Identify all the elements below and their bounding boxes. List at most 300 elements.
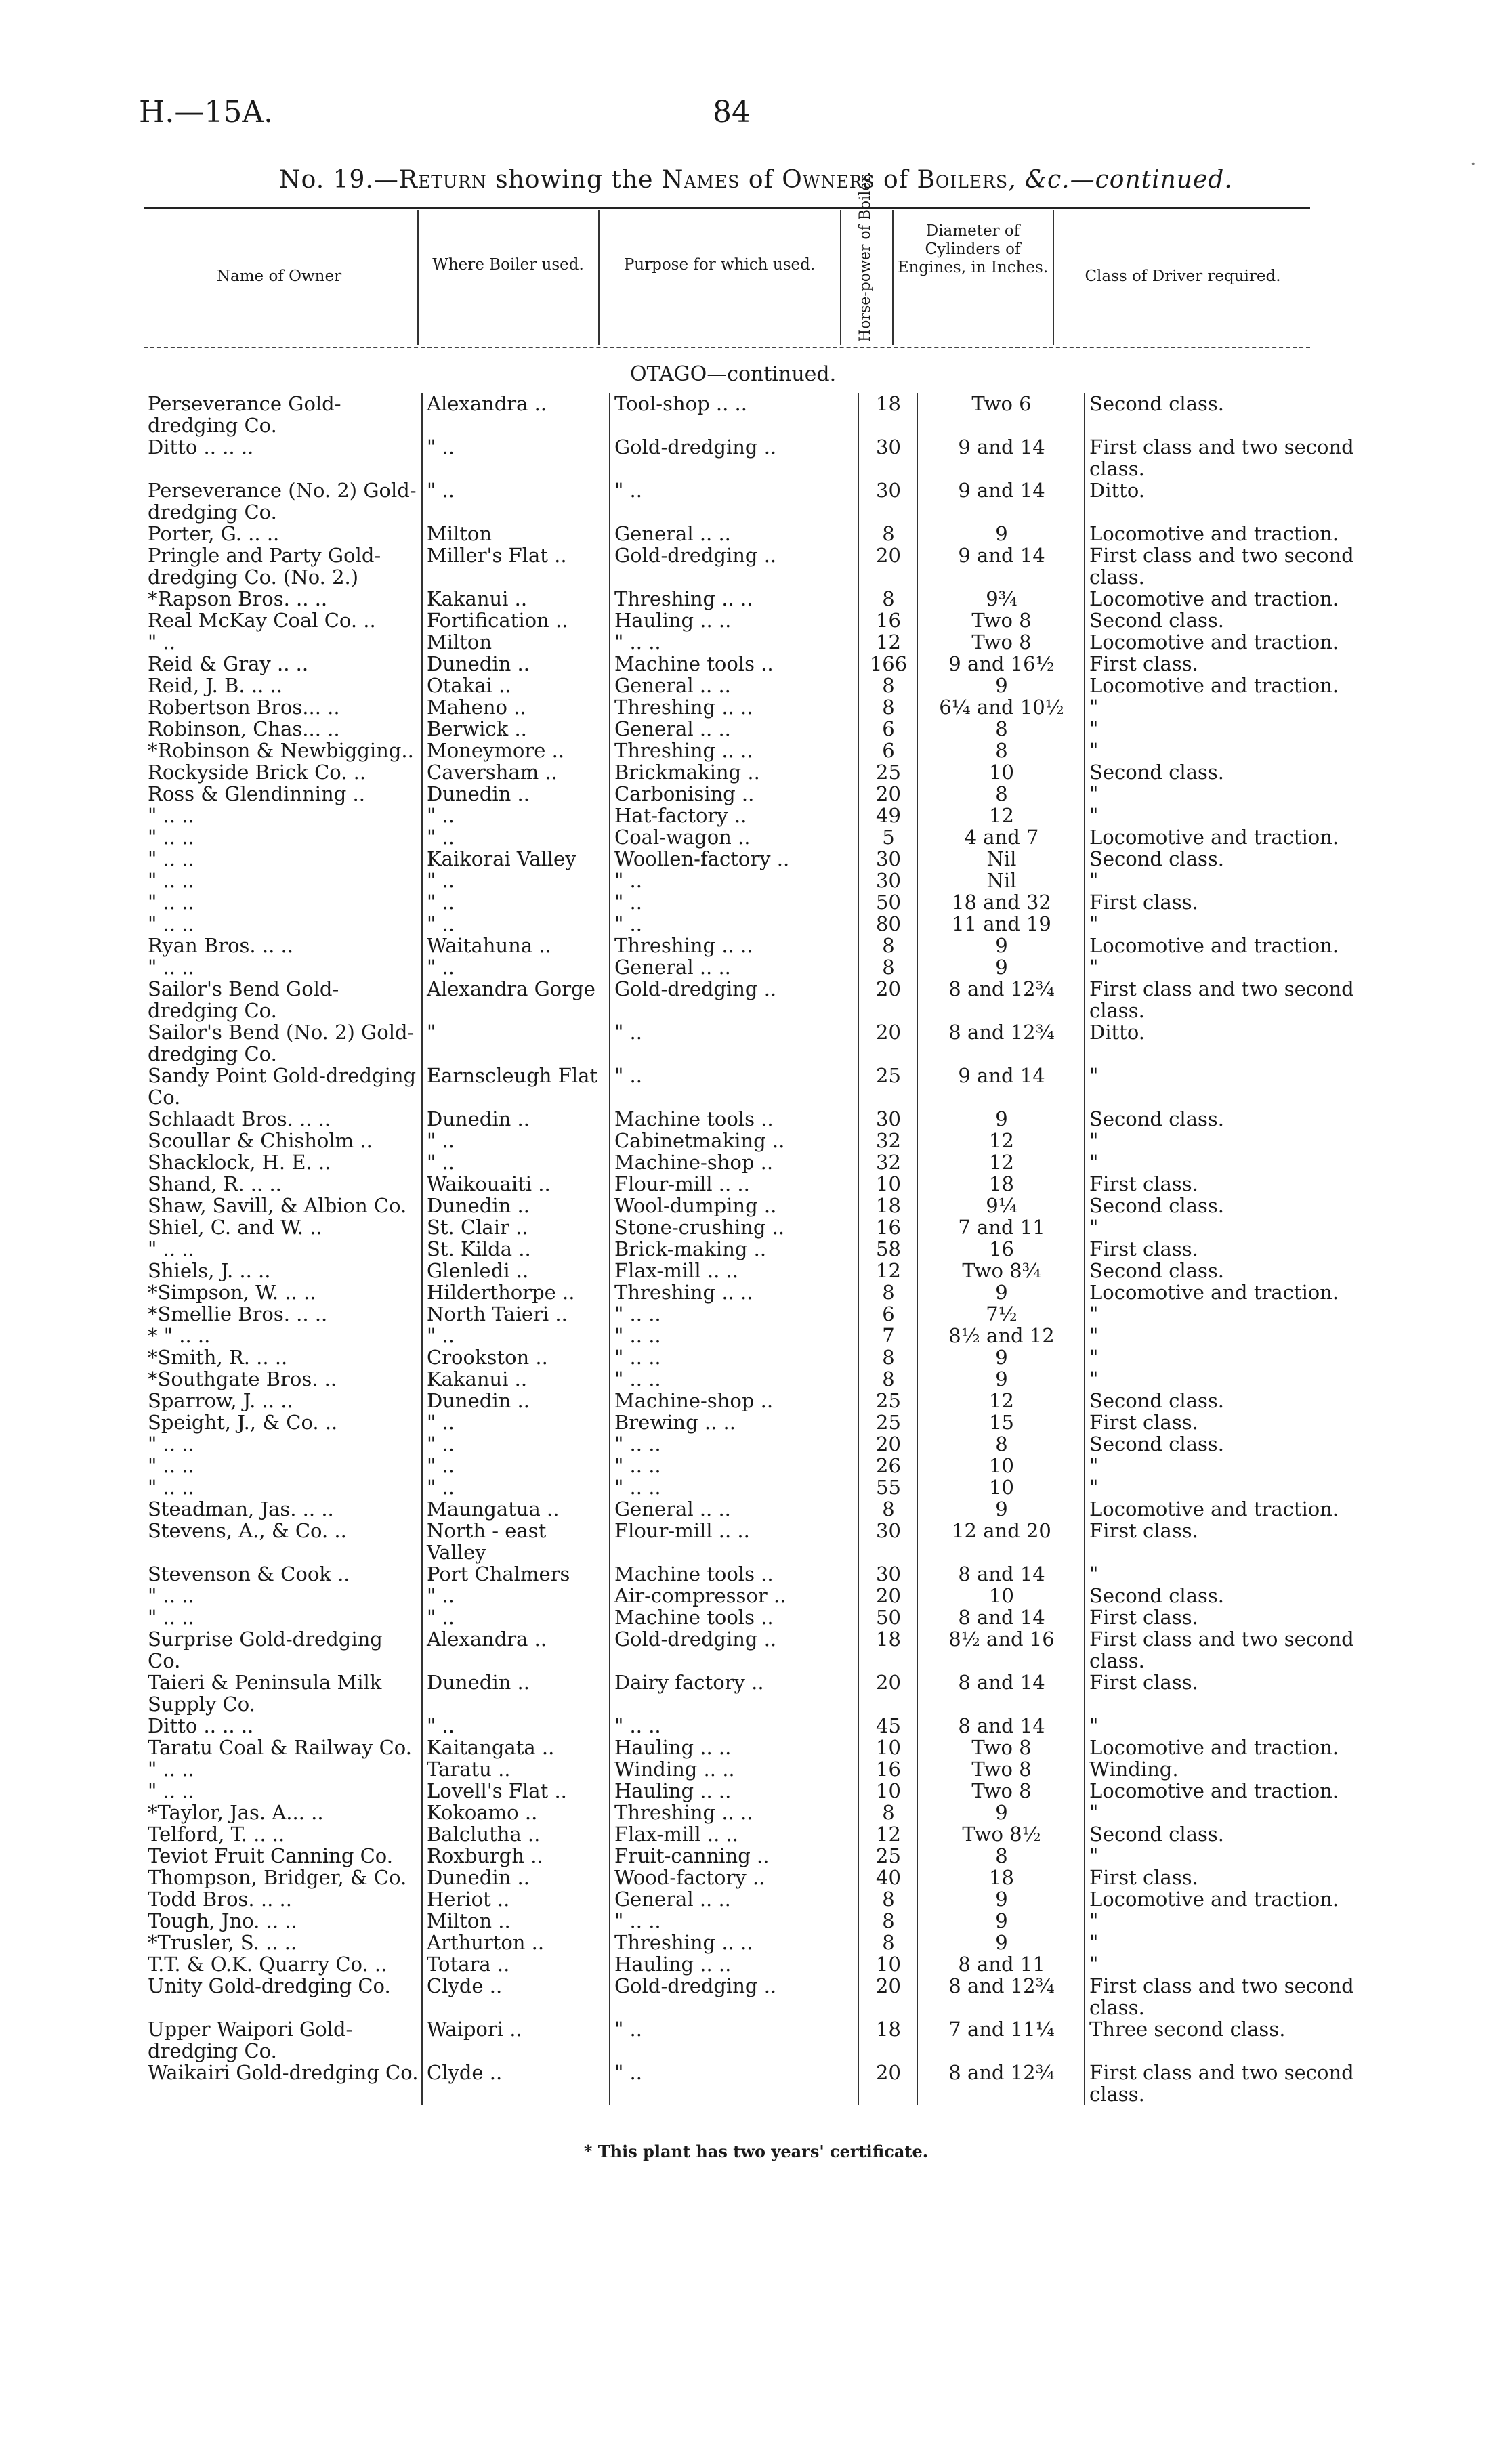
where-used-cell: " ..	[422, 1607, 610, 1628]
where-used-cell: Kaitangata ..	[422, 1737, 610, 1758]
horse-power-cell: 50	[858, 1607, 917, 1628]
purpose-cell: Flax-mill .. ..	[610, 1260, 858, 1281]
where-used-cell: " ..	[422, 1433, 610, 1455]
horse-power-cell: 16	[858, 1758, 917, 1780]
purpose-cell: " ..	[610, 913, 858, 935]
document-reference: H.—15A.	[139, 95, 274, 129]
where-used-cell: Earnscleugh Flat	[422, 1065, 610, 1108]
horse-power-cell: 10	[858, 1953, 917, 1975]
driver-class-cell: First class and two second class.	[1085, 2062, 1358, 2105]
cylinder-diameter-cell: 8	[917, 1433, 1085, 1455]
purpose-cell: " ..	[610, 2062, 858, 2105]
owner-name-cell: Shiels, J. .. ..	[148, 1259, 271, 1282]
purpose-cell: Brick-making ..	[610, 1238, 858, 1260]
horse-power-cell: 30	[858, 1520, 917, 1563]
where-used-cell: Milton	[422, 523, 610, 545]
driver-class-cell: First class and two second class.	[1085, 545, 1358, 588]
where-used-cell: Dunedin ..	[422, 1108, 610, 1130]
purpose-cell: General .. ..	[610, 718, 858, 740]
where-used-cell: Balclutha ..	[422, 1823, 610, 1845]
purpose-cell: " ..	[610, 891, 858, 913]
cylinder-diameter-cell: 9	[917, 675, 1085, 696]
driver-class-cell: "	[1085, 1065, 1358, 1108]
owner-name-cell: Stevens, A., & Co. ..	[148, 1519, 347, 1542]
purpose-cell: " .. ..	[610, 631, 858, 653]
cylinder-diameter-cell: Two 8	[917, 610, 1085, 631]
owner-name-cell: Schlaadt Bros. .. ..	[148, 1107, 331, 1130]
where-used-cell: North Taieri ..	[422, 1303, 610, 1325]
driver-class-cell: First class.	[1085, 653, 1358, 675]
owner-name-cell: Taieri & Peninsula Milk Supply Co.	[148, 1671, 382, 1716]
owner-name-cell: *Taylor, Jas. A... ..	[148, 1801, 324, 1824]
table-row	[144, 1823, 1358, 1845]
cylinder-diameter-cell: 7½	[917, 1303, 1085, 1325]
horse-power-cell: 32	[858, 1151, 917, 1173]
driver-class-cell: First class.	[1085, 1867, 1358, 1888]
owner-name-cell: Reid & Gray .. ..	[148, 652, 309, 675]
owner-name-cell: " .. ..	[148, 1779, 194, 1802]
purpose-cell: Hauling .. ..	[610, 610, 858, 631]
table-row	[144, 1151, 1358, 1173]
driver-class-cell: "	[1085, 1563, 1358, 1585]
section-heading: OTAGO—continued.	[630, 362, 837, 386]
table-row	[144, 1585, 1358, 1607]
table-row	[144, 1932, 1358, 1953]
owner-name-cell: *Smellie Bros. .. ..	[148, 1302, 328, 1325]
driver-class-cell: Locomotive and traction.	[1085, 588, 1358, 610]
column-divider	[840, 210, 841, 345]
cylinder-diameter-cell: 8	[917, 718, 1085, 740]
driver-class-cell: "	[1085, 783, 1358, 805]
table-row	[144, 805, 1358, 826]
owner-name-cell: " .. ..	[148, 826, 194, 849]
purpose-cell: Machine-shop ..	[610, 1390, 858, 1411]
table-row	[144, 1346, 1358, 1368]
owner-name-cell: Tough, Jno. .. ..	[148, 1909, 297, 1932]
where-used-cell: St. Clair ..	[422, 1216, 610, 1238]
where-used-cell: Waitahuna ..	[422, 935, 610, 956]
horse-power-cell: 18	[858, 393, 917, 436]
header-rule-top	[144, 207, 1310, 209]
owner-name-cell: Waikairi Gold-dredging Co.	[148, 2061, 419, 2084]
purpose-cell: Threshing .. ..	[610, 935, 858, 956]
owner-name-cell: Perseverance (No. 2) Gold-dredging Co.	[148, 479, 417, 524]
table-row	[144, 631, 1358, 653]
cylinder-diameter-cell: 10	[917, 1585, 1085, 1607]
driver-class-cell: "	[1085, 1845, 1358, 1867]
purpose-cell: Coal-wagon ..	[610, 826, 858, 848]
owner-name-cell: " .. ..	[148, 956, 194, 979]
where-used-cell: " ..	[422, 913, 610, 935]
driver-class-cell: Second class.	[1085, 1260, 1358, 1281]
table-row	[144, 1390, 1358, 1411]
horse-power-cell: 25	[858, 1065, 917, 1108]
driver-class-cell: Second class.	[1085, 1433, 1358, 1455]
purpose-cell: Tool-shop .. ..	[610, 393, 858, 436]
where-used-cell: Otakai ..	[422, 675, 610, 696]
table-row	[144, 1715, 1358, 1737]
owner-name-cell: Porter, G. .. ..	[148, 522, 280, 545]
table-row	[144, 1238, 1358, 1260]
owner-name-cell: Perseverance Gold-dredging Co.	[148, 392, 341, 437]
purpose-cell: Machine-shop ..	[610, 1151, 858, 1173]
purpose-cell: Brickmaking ..	[610, 761, 858, 783]
horse-power-cell: 20	[858, 545, 917, 588]
horse-power-cell: 50	[858, 891, 917, 913]
where-used-cell: St. Kilda ..	[422, 1238, 610, 1260]
where-used-cell: Dunedin ..	[422, 783, 610, 805]
owner-name-cell: Shand, R. .. ..	[148, 1172, 282, 1195]
driver-class-cell: "	[1085, 1130, 1358, 1151]
purpose-cell: " ..	[610, 1021, 858, 1065]
where-used-cell: Moneymore ..	[422, 740, 610, 761]
owner-name-cell: Ditto .. .. ..	[148, 436, 254, 459]
table-row	[144, 2018, 1358, 2062]
driver-class-cell: Locomotive and traction.	[1085, 826, 1358, 848]
cylinder-diameter-cell: Two 8	[917, 631, 1085, 653]
horse-power-cell: 5	[858, 826, 917, 848]
where-used-cell: " ..	[422, 956, 610, 978]
table-row	[144, 1108, 1358, 1130]
where-used-cell: Dunedin ..	[422, 1195, 610, 1216]
owner-name-cell: *Smith, R. .. ..	[148, 1346, 288, 1369]
horse-power-cell: 10	[858, 1173, 917, 1195]
where-used-cell: Totara ..	[422, 1953, 610, 1975]
owner-name-cell: *Robinson & Newbigging..	[148, 739, 414, 762]
where-used-cell: Hilderthorpe ..	[422, 1281, 610, 1303]
owner-name-cell: " .. ..	[148, 1432, 194, 1456]
horse-power-cell: 7	[858, 1325, 917, 1346]
cylinder-diameter-cell: 9 and 14	[917, 1065, 1085, 1108]
where-used-cell: Dunedin ..	[422, 1390, 610, 1411]
purpose-cell: Threshing .. ..	[610, 740, 858, 761]
where-used-cell: North - east Valley	[422, 1520, 610, 1563]
table-row	[144, 1867, 1358, 1888]
table-row	[144, 718, 1358, 740]
owner-name-cell: *Trusler, S. .. ..	[148, 1931, 297, 1954]
owner-name-cell: Shiel, C. and W. ..	[148, 1216, 322, 1239]
cylinder-diameter-cell: 8½ and 12	[917, 1325, 1085, 1346]
purpose-cell: Gold-dredging ..	[610, 978, 858, 1021]
table-row	[144, 480, 1358, 523]
purpose-cell: Flour-mill .. ..	[610, 1173, 858, 1195]
horse-power-cell: 8	[858, 1346, 917, 1368]
horse-power-cell: 20	[858, 1433, 917, 1455]
owner-name-cell: * " .. ..	[148, 1324, 211, 1347]
horse-power-cell: 8	[858, 1888, 917, 1910]
column-header-diameter: Diameter of Cylinders of Engines, in Inches.	[897, 222, 1049, 276]
horse-power-cell: 18	[858, 1628, 917, 1672]
cylinder-diameter-cell: 18	[917, 1867, 1085, 1888]
driver-class-cell: "	[1085, 870, 1358, 891]
driver-class-cell: Locomotive and traction.	[1085, 1888, 1358, 1910]
owner-name-cell: *Rapson Bros. .. ..	[148, 587, 328, 610]
driver-class-cell: First class.	[1085, 1411, 1358, 1433]
driver-class-cell: "	[1085, 1346, 1358, 1368]
return-table-body	[144, 393, 1358, 2105]
table-row	[144, 1910, 1358, 1932]
purpose-cell: " .. ..	[610, 1325, 858, 1346]
table-row	[144, 956, 1358, 978]
cylinder-diameter-cell: 12 and 20	[917, 1520, 1085, 1563]
driver-class-cell: Locomotive and traction.	[1085, 631, 1358, 653]
driver-class-cell: First class and two second class.	[1085, 1628, 1358, 1672]
purpose-cell: Carbonising ..	[610, 783, 858, 805]
purpose-cell: Hat-factory ..	[610, 805, 858, 826]
table-row	[144, 935, 1358, 956]
where-used-cell: " ..	[422, 1130, 610, 1151]
driver-class-cell: First class.	[1085, 1672, 1358, 1715]
owner-name-cell: Rockyside Brick Co. ..	[148, 761, 366, 784]
table-row	[144, 1411, 1358, 1433]
driver-class-cell: First class and two second class.	[1085, 436, 1358, 480]
cylinder-diameter-cell: 15	[917, 1411, 1085, 1433]
table-row	[144, 1563, 1358, 1585]
purpose-cell: Gold-dredging ..	[610, 1628, 858, 1672]
purpose-cell: Gold-dredging ..	[610, 545, 858, 588]
owner-name-cell: " .. ..	[148, 1237, 194, 1260]
purpose-cell: Hauling .. ..	[610, 1737, 858, 1758]
driver-class-cell: "	[1085, 1953, 1358, 1975]
purpose-cell: Threshing .. ..	[610, 696, 858, 718]
table-row	[144, 545, 1358, 588]
column-header-where: Where Boiler used.	[432, 256, 584, 274]
horse-power-cell: 12	[858, 1823, 917, 1845]
owner-name-cell: *Southgate Bros. ..	[148, 1367, 337, 1390]
cylinder-diameter-cell: Nil	[917, 870, 1085, 891]
cylinder-diameter-cell: 12	[917, 1151, 1085, 1173]
table-row	[144, 978, 1358, 1021]
purpose-cell: " ..	[610, 2018, 858, 2062]
horse-power-cell: 18	[858, 2018, 917, 2062]
column-divider	[892, 210, 894, 345]
cylinder-diameter-cell: 9	[917, 1910, 1085, 1932]
horse-power-cell: 25	[858, 1411, 917, 1433]
cylinder-diameter-cell: Two 8	[917, 1780, 1085, 1802]
driver-class-cell: "	[1085, 740, 1358, 761]
owner-name-cell: Shaw, Savill, & Albion Co.	[148, 1194, 407, 1217]
where-used-cell: " ..	[422, 1325, 610, 1346]
cylinder-diameter-cell: 18	[917, 1173, 1085, 1195]
horse-power-cell: 8	[858, 956, 917, 978]
cylinder-diameter-cell: Nil	[917, 848, 1085, 870]
driver-class-cell: First class.	[1085, 891, 1358, 913]
table-row	[144, 2062, 1358, 2105]
horse-power-cell: 8	[858, 1368, 917, 1390]
cylinder-diameter-cell: 9 and 14	[917, 436, 1085, 480]
horse-power-cell: 20	[858, 978, 917, 1021]
horse-power-cell: 20	[858, 1585, 917, 1607]
purpose-cell: " .. ..	[610, 1715, 858, 1737]
table-row	[144, 1455, 1358, 1477]
purpose-cell: " .. ..	[610, 1433, 858, 1455]
column-header-horsepower: Horse-power of Boiler.	[857, 171, 874, 342]
table-row	[144, 1888, 1358, 1910]
table-row	[144, 588, 1358, 610]
table-row	[144, 1607, 1358, 1628]
driver-class-cell: Locomotive and traction.	[1085, 1780, 1358, 1802]
table-row	[144, 393, 1358, 436]
where-used-cell: " ..	[422, 870, 610, 891]
driver-class-cell: "	[1085, 1216, 1358, 1238]
owner-name-cell: Scoullar & Chisholm ..	[148, 1129, 373, 1152]
horse-power-cell: 80	[858, 913, 917, 935]
table-row	[144, 675, 1358, 696]
table-row	[144, 891, 1358, 913]
purpose-cell: Cabinetmaking ..	[610, 1130, 858, 1151]
purpose-cell: Flax-mill .. ..	[610, 1823, 858, 1845]
return-table	[144, 392, 1354, 2106]
owner-name-cell: Steadman, Jas. .. ..	[148, 1497, 334, 1521]
purpose-cell: Threshing .. ..	[610, 1281, 858, 1303]
purpose-cell: " ..	[610, 480, 858, 523]
table-row	[144, 653, 1358, 675]
cylinder-diameter-cell: 8 and 11	[917, 1953, 1085, 1975]
where-used-cell: Alexandra Gorge	[422, 978, 610, 1021]
owner-name-cell: Reid, J. B. .. ..	[148, 674, 282, 697]
purpose-cell: General .. ..	[610, 675, 858, 696]
driver-class-cell: First class and two second class.	[1085, 978, 1358, 1021]
table-row	[144, 783, 1358, 805]
horse-power-cell: 18	[858, 1195, 917, 1216]
cylinder-diameter-cell: Two 8	[917, 1737, 1085, 1758]
cylinder-diameter-cell: 9	[917, 1108, 1085, 1130]
cylinder-diameter-cell: 8 and 14	[917, 1563, 1085, 1585]
table-row	[144, 1173, 1358, 1195]
horse-power-cell: 20	[858, 1672, 917, 1715]
table-row	[144, 1281, 1358, 1303]
purpose-cell: Hauling .. ..	[610, 1780, 858, 1802]
cylinder-diameter-cell: 10	[917, 1477, 1085, 1498]
purpose-cell: Threshing .. ..	[610, 1932, 858, 1953]
driver-class-cell: "	[1085, 1802, 1358, 1823]
where-used-cell: " ..	[422, 1477, 610, 1498]
where-used-cell: " ..	[422, 1585, 610, 1607]
purpose-cell: Threshing .. ..	[610, 1802, 858, 1823]
purpose-cell: Machine tools ..	[610, 1108, 858, 1130]
owner-name-cell: *Simpson, W. .. ..	[148, 1281, 316, 1304]
cylinder-diameter-cell: 7 and 11	[917, 1216, 1085, 1238]
cylinder-diameter-cell: 8 and 12¾	[917, 2062, 1085, 2105]
horse-power-cell: 10	[858, 1780, 917, 1802]
table-row	[144, 1758, 1358, 1780]
table-row	[144, 848, 1358, 870]
horse-power-cell: 16	[858, 610, 917, 631]
cylinder-diameter-cell: 8 and 14	[917, 1607, 1085, 1628]
where-used-cell: Crookston ..	[422, 1346, 610, 1368]
where-used-cell: " ..	[422, 805, 610, 826]
purpose-cell: General .. ..	[610, 1498, 858, 1520]
owner-name-cell: T.T. & O.K. Quarry Co. ..	[148, 1953, 387, 1976]
horse-power-cell: 8	[858, 588, 917, 610]
table-row	[144, 1130, 1358, 1151]
table-row	[144, 1628, 1358, 1672]
cylinder-diameter-cell: Two 8½	[917, 1823, 1085, 1845]
horse-power-cell: 30	[858, 848, 917, 870]
where-used-cell: Alexandra ..	[422, 393, 610, 436]
margin-mark: ·	[1470, 152, 1477, 176]
where-used-cell: Port Chalmers	[422, 1563, 610, 1585]
driver-class-cell: Locomotive and traction.	[1085, 675, 1358, 696]
owner-name-cell: Pringle and Party Gold-dredging Co. (No. 2.)	[148, 544, 381, 589]
owner-name-cell: " .. ..	[148, 869, 194, 892]
table-row	[144, 1325, 1358, 1346]
table-row	[144, 1953, 1358, 1975]
owner-name-cell: Telford, T. .. ..	[148, 1823, 285, 1846]
owner-name-cell: Teviot Fruit Canning Co.	[148, 1844, 393, 1867]
cylinder-diameter-cell: 4 and 7	[917, 826, 1085, 848]
where-used-cell: Roxburgh ..	[422, 1845, 610, 1867]
owner-name-cell: " .. ..	[148, 891, 194, 914]
table-row	[144, 1498, 1358, 1520]
owner-name-cell: Ryan Bros. .. ..	[148, 934, 293, 957]
column-header-purpose: Purpose for which used.	[623, 256, 816, 274]
where-used-cell: " ..	[422, 1151, 610, 1173]
horse-power-cell: 45	[858, 1715, 917, 1737]
owner-name-cell: " .. ..	[148, 847, 194, 870]
driver-class-cell: First class.	[1085, 1173, 1358, 1195]
horse-power-cell: 30	[858, 870, 917, 891]
purpose-cell: General .. ..	[610, 956, 858, 978]
cylinder-diameter-cell: 9	[917, 523, 1085, 545]
table-row	[144, 870, 1358, 891]
owner-name-cell: Sandy Point Gold-dredging Co.	[148, 1064, 417, 1109]
horse-power-cell: 16	[858, 1216, 917, 1238]
horse-power-cell: 49	[858, 805, 917, 826]
driver-class-cell: Locomotive and traction.	[1085, 1737, 1358, 1758]
driver-class-cell: Second class.	[1085, 610, 1358, 631]
owner-name-cell: Robinson, Chas... ..	[148, 717, 340, 740]
horse-power-cell: 25	[858, 761, 917, 783]
where-used-cell: Waipori ..	[422, 2018, 610, 2062]
purpose-cell: " .. ..	[610, 1477, 858, 1498]
cylinder-diameter-cell: 6¼ and 10½	[917, 696, 1085, 718]
where-used-cell: " ..	[422, 480, 610, 523]
column-divider	[1053, 210, 1054, 345]
horse-power-cell: 8	[858, 1802, 917, 1823]
cylinder-diameter-cell: 9 and 14	[917, 545, 1085, 588]
table-row	[144, 1737, 1358, 1758]
column-divider	[598, 210, 600, 345]
horse-power-cell: 8	[858, 935, 917, 956]
driver-class-cell: "	[1085, 718, 1358, 740]
where-used-cell: Kakanui ..	[422, 588, 610, 610]
horse-power-cell: 30	[858, 1108, 917, 1130]
purpose-cell: Brewing .. ..	[610, 1411, 858, 1433]
table-row	[144, 610, 1358, 631]
where-used-cell: Milton ..	[422, 1910, 610, 1932]
owner-name-cell: Sailor's Bend Gold-dredging Co.	[148, 977, 339, 1022]
table-row	[144, 740, 1358, 761]
table-title: No. 19.—Return showing the Names of Owners of Boilers, &c.—continued.	[279, 166, 1233, 194]
where-used-cell: Milton	[422, 631, 610, 653]
where-used-cell: Maungatua ..	[422, 1498, 610, 1520]
purpose-cell: General .. ..	[610, 1888, 858, 1910]
purpose-cell: Woollen-factory ..	[610, 848, 858, 870]
owner-name-cell: " .. ..	[148, 1454, 194, 1477]
purpose-cell: Machine tools ..	[610, 653, 858, 675]
purpose-cell: Gold-dredging ..	[610, 436, 858, 480]
table-row	[144, 1065, 1358, 1108]
where-used-cell: Taratu ..	[422, 1758, 610, 1780]
driver-class-cell: Locomotive and traction.	[1085, 1498, 1358, 1520]
purpose-cell: " .. ..	[610, 1368, 858, 1390]
horse-power-cell: 12	[858, 631, 917, 653]
table-row	[144, 1303, 1358, 1325]
owner-name-cell: " .. ..	[148, 1758, 194, 1781]
where-used-cell: "	[422, 1021, 610, 1065]
driver-class-cell: Second class.	[1085, 1585, 1358, 1607]
